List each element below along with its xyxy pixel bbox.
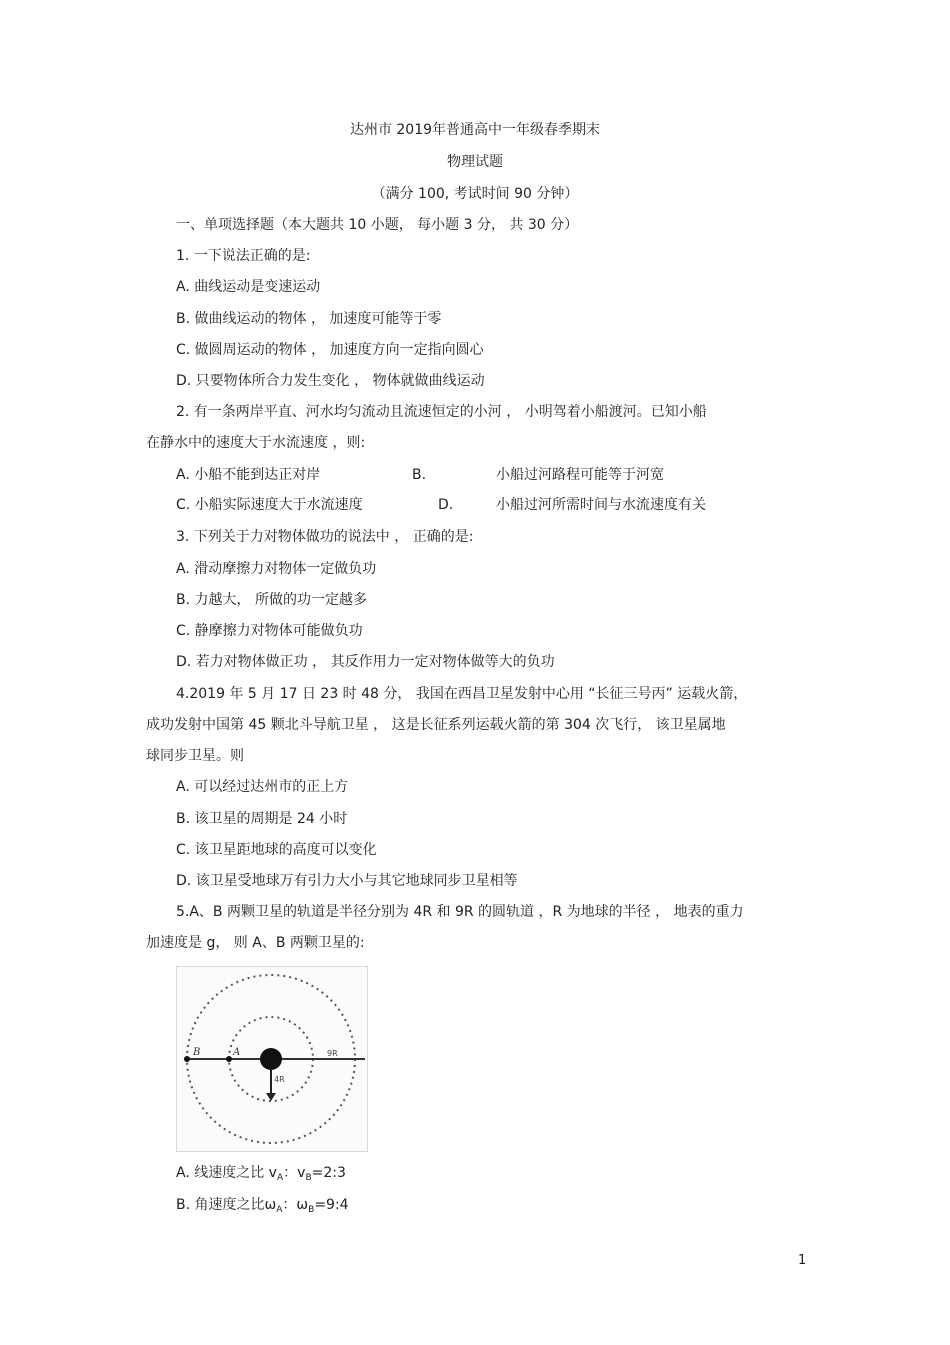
q4-option-a: A. 可以经过达州市的正上方: [176, 779, 349, 795]
q5-option-b: [176, 1196, 349, 1216]
orbit-diagram-svg: [177, 967, 367, 1151]
label-b: B: [193, 1047, 201, 1058]
q5-option-b-sub2: B: [308, 1205, 315, 1215]
q5-option-b-sub1: A: [276, 1205, 283, 1215]
q3-option-d: D. 若力对物体做正功 ， 其反作用力一定对物体做等大的负功: [176, 654, 555, 670]
q4-option-b: B. 该卫星的周期是 24 小时: [176, 811, 348, 827]
section-heading: 一、单项选择题（本大题共 10 小题， 每小题 3 分， 共 30 分）: [176, 217, 579, 233]
label-a: A: [233, 1047, 241, 1058]
q2-stem-line1: 2. 有一条两岸平直、河水均匀流动且流速恒定的小河 ， 小明驾着小船渡河。已知小船: [176, 404, 707, 420]
q3-option-c: C. 静摩擦力对物体可能做负功: [176, 623, 363, 639]
q3-option-a: A. 滑动摩擦力对物体一定做负功: [176, 561, 377, 577]
q4-stem-line1: 4.2019 年 5 月 17 日 23 时 48 分， 我国在西昌卫星发射中心用 “长征三号丙” 运载火箭，: [176, 686, 748, 702]
label-9r: 9R: [327, 1049, 338, 1058]
exam-info: （满分 100, 考试时间 90 分钟）: [371, 186, 579, 202]
q4-option-c: C. 该卫星距地球的高度可以变化: [176, 842, 377, 858]
q5-option-b-post: =9:4: [314, 1197, 349, 1213]
q5-option-b-pre: B. 角速度之比ω: [176, 1197, 277, 1213]
exam-title: 达州市 2019年普通高中一年级春季期末: [349, 122, 601, 138]
satellite-a-dot: [226, 1056, 232, 1062]
exam-subject: 物理试题: [447, 154, 503, 170]
q2-stem-line2: 在静水中的速度大于水流速度 ，则:: [146, 435, 366, 451]
q5-option-a-sub2: B: [305, 1173, 312, 1183]
q5-stem-line2: 加速度是 g， 则 A、B 两颗卫星的:: [146, 935, 365, 951]
q1-option-b: B. 做曲线运动的物体 ， 加速度可能等于零: [176, 311, 442, 327]
q4-stem-line2: 成功发射中国第 45 颗北斗导航卫星 ， 这是长征系列运载火箭的第 304 次飞行， 该卫星属地: [146, 717, 726, 733]
q2-option-c: C. 小船实际速度大于水流速度: [176, 497, 363, 513]
q2-option-d-letter: D.: [438, 497, 454, 513]
earth-circle: [260, 1048, 282, 1070]
q2-option-d: 小船过河所需时间与水流速度有关: [496, 497, 706, 513]
q1-option-c: C. 做圆周运动的物体 ， 加速度方向一定指向圆心: [176, 342, 484, 358]
q4-stem-line3: 球同步卫星。则: [146, 748, 244, 764]
radius-4r-arrowhead: [266, 1093, 276, 1101]
q5-stem-line1: 5.A、B 两颗卫星的轨道是半径分别为 4R 和 9R 的圆轨道 ，R 为地球的半径 ， 地表的重力: [176, 904, 744, 920]
orbit-diagram: [176, 966, 368, 1152]
q2-option-a: A. 小船不能到达正对岸: [176, 467, 321, 483]
q2-option-b-letter: B.: [412, 467, 427, 483]
q5-option-a: [176, 1164, 346, 1184]
q5-option-a-pre: A. 线速度之比 v: [176, 1165, 277, 1181]
q1-option-d: D. 只要物体所合力发生变化 ， 物体就做曲线运动: [176, 373, 485, 389]
q5-option-b-mid: ：ω: [282, 1197, 309, 1213]
q5-option-a-mid: ：v: [283, 1165, 306, 1181]
q4-option-d: D. 该卫星受地球万有引力大小与其它地球同步卫星相等: [176, 873, 518, 889]
satellite-b-dot: [184, 1056, 190, 1062]
label-4r: 4R: [274, 1075, 285, 1084]
page-number: 1: [798, 1253, 807, 1268]
q3-stem: 3. 下列关于力对物体做功的说法中 ， 正确的是:: [176, 529, 474, 545]
q1-stem: 1. 一下说法正确的是:: [176, 248, 311, 264]
q5-option-a-post: =2:3: [311, 1165, 346, 1181]
q3-option-b: B. 力越大， 所做的功一定越多: [176, 592, 367, 608]
q1-option-a: A. 曲线运动是变速运动: [176, 279, 321, 295]
q5-option-a-sub1: A: [276, 1173, 284, 1183]
q2-option-b: 小船过河路程可能等于河宽: [496, 467, 664, 483]
